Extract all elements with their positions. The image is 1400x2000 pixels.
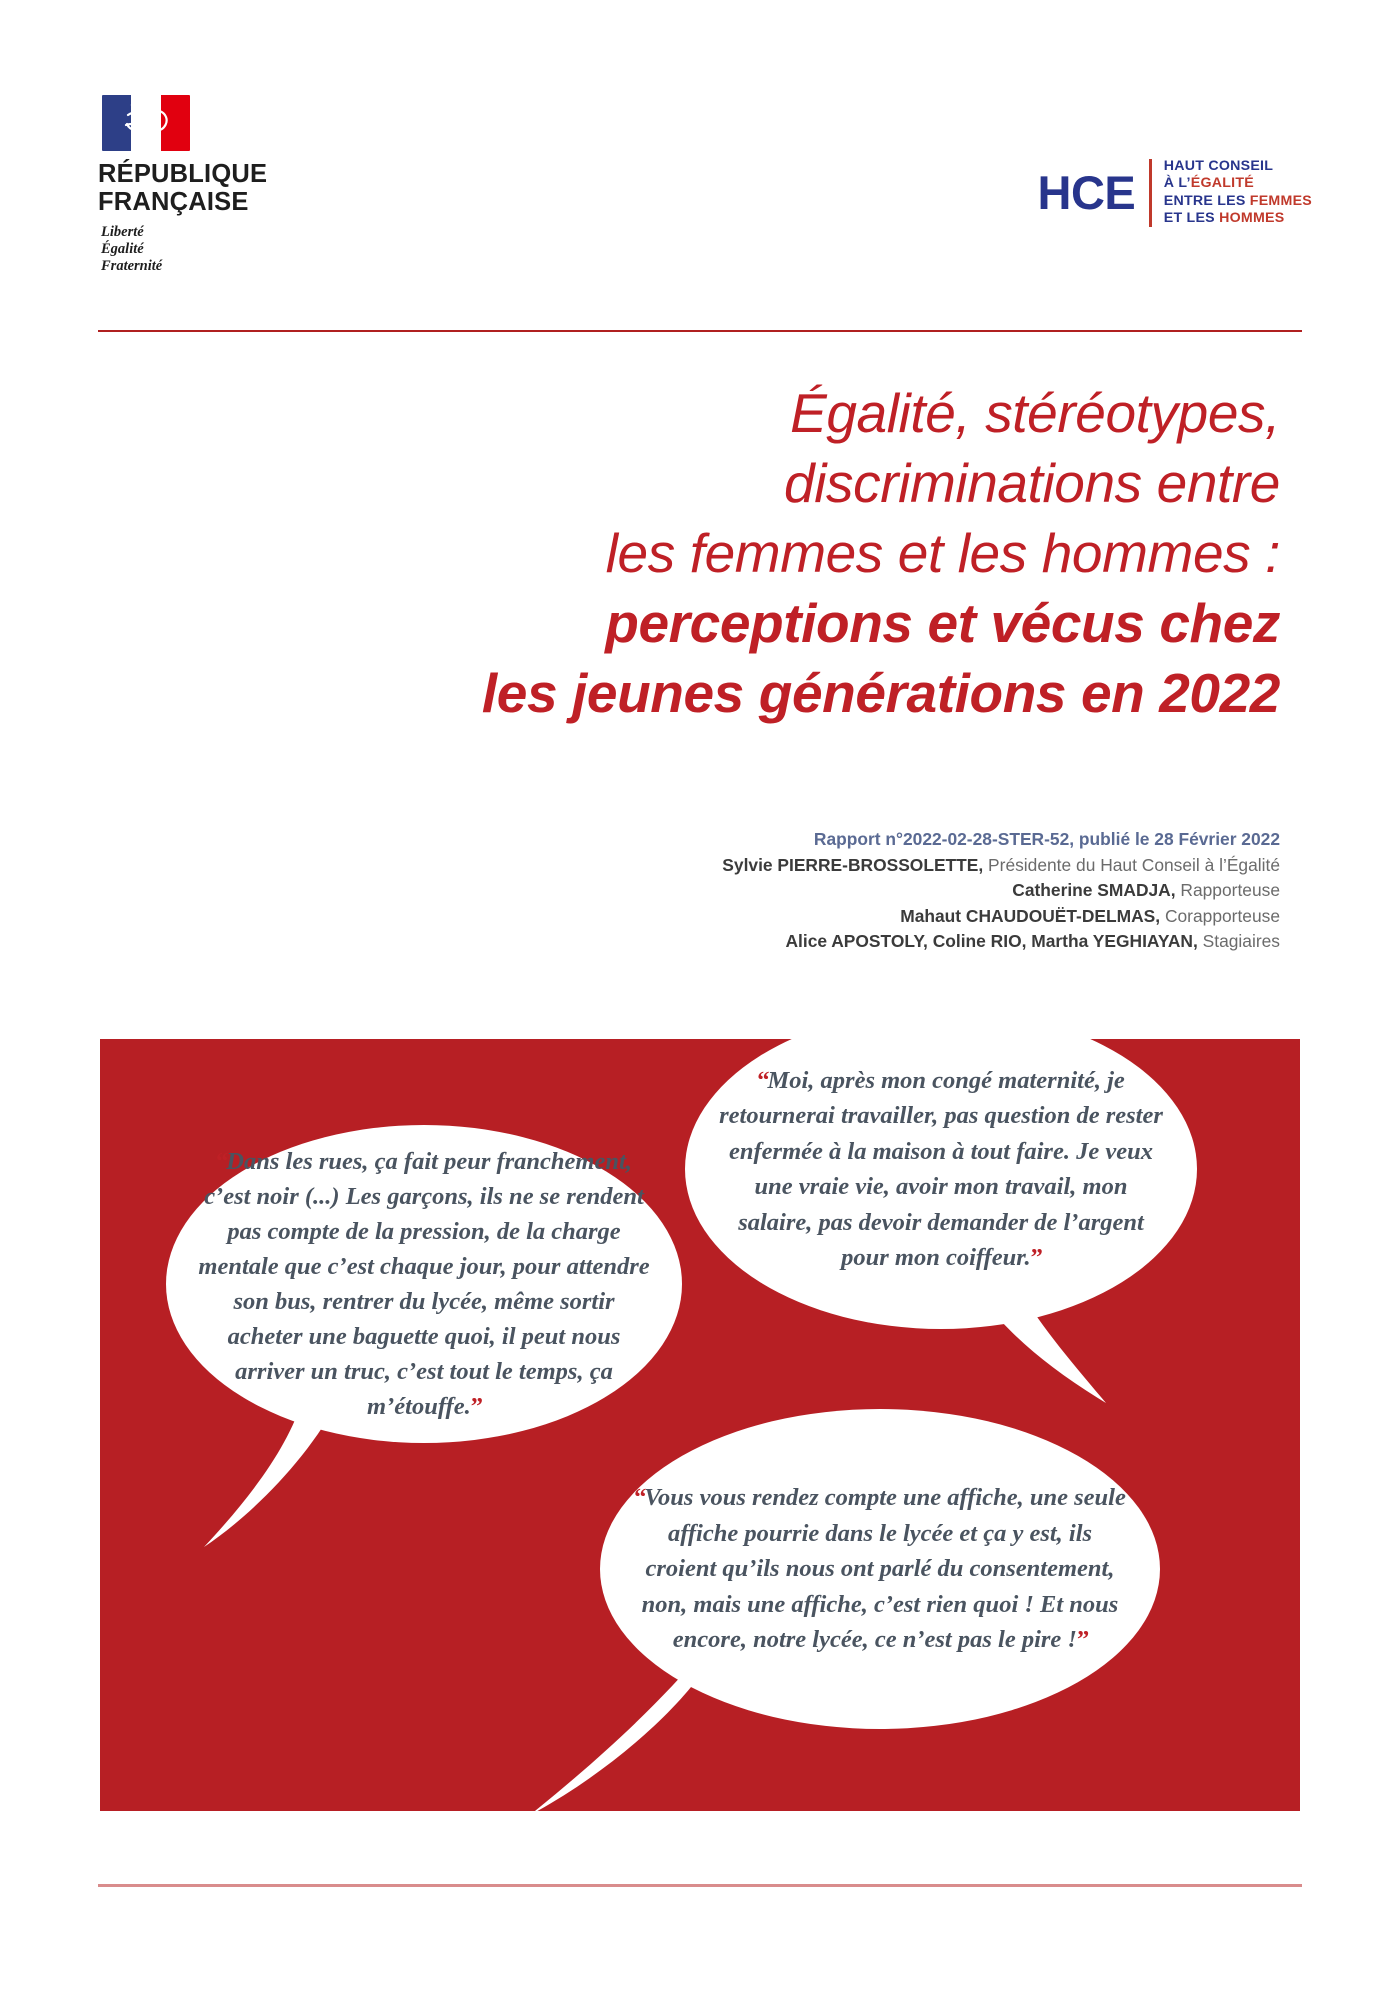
credit-role: Rapporteuse <box>1175 880 1280 901</box>
hce-line-4-prefix: ET LES <box>1163 210 1220 227</box>
title-line-3: les femmes et les hommes : <box>605 522 1280 584</box>
quote-open-icon: “ <box>216 1148 227 1175</box>
credit-role: Présidente du Haut Conseil à l’Égalité <box>983 854 1280 875</box>
quote-text <box>719 1063 1163 1276</box>
credit-name: Catherine SMADJA, <box>1012 880 1176 901</box>
quote-panel <box>100 1039 1300 1811</box>
quote-text <box>198 1144 650 1424</box>
republic-motto <box>101 224 328 275</box>
hce-line-4-accent: HOMMES <box>1219 210 1285 227</box>
title-line-4: perceptions et vécus chez <box>605 592 1280 654</box>
hce-line-3-accent: FEMMES <box>1249 192 1312 209</box>
quote-open-icon: “ <box>634 1484 645 1512</box>
rf-name-line-2: FRANÇAISE <box>98 188 249 216</box>
hce-line-2 <box>1164 175 1312 192</box>
motto-liberte: Liberté <box>101 224 144 240</box>
credit-row <box>300 904 1280 930</box>
quote-open-icon: “ <box>757 1066 768 1094</box>
hce-line-3-prefix: ENTRE LES <box>1163 192 1250 209</box>
page-title <box>100 378 1280 728</box>
quote-bubble-street <box>166 1125 682 1443</box>
rf-name-line-1: RÉPUBLIQUE <box>98 160 268 188</box>
page-header <box>0 0 1400 300</box>
hce-line-2-accent: ÉGALITÉ <box>1190 175 1254 192</box>
motto-fraternite: Fraternité <box>101 258 163 274</box>
credit-row <box>300 929 1280 955</box>
hce-line-1: HAUT CONSEIL <box>1163 158 1274 174</box>
credit-name: Sylvie PIERRE-BROSSOLETTE, <box>722 854 984 875</box>
quote-text <box>632 1480 1128 1658</box>
hce-line-2-prefix: À L’ <box>1163 175 1191 192</box>
quote-body: Moi, après mon congé maternité, je retournerai travailler, pas question de rester enfermée à la maison à tout faire. Je veux une vraie vie, avoir mon travail, mon salaire, pas devoir demander de l’argent pour mon coiffeur. <box>719 1066 1163 1271</box>
hce-acronym: HCE <box>1037 166 1136 220</box>
quote-close-icon: ” <box>1076 1626 1088 1654</box>
credit-name: Alice APOSTOLY, Coline RIO, Martha YEGHIAYAN, <box>785 931 1198 952</box>
hce-divider <box>1149 159 1152 227</box>
motto-egalite: Égalité <box>101 241 144 257</box>
title-line-2: discriminations entre <box>784 452 1280 514</box>
title-line-5: les jeunes générations en 2022 <box>481 662 1280 724</box>
quote-close-icon: ” <box>470 1393 481 1420</box>
report-reference: Rapport n°2022-02-28-STER-52, publié le 28 Février 2022 <box>813 829 1280 849</box>
credit-row <box>300 853 1280 879</box>
credit-row <box>300 878 1280 904</box>
hce-full-name <box>1164 158 1312 228</box>
marianne-profile-icon <box>102 95 190 151</box>
credit-role: Stagiaires <box>1197 931 1280 952</box>
header-divider-rule <box>98 330 1302 332</box>
credit-name: Mahaut CHAUDOUËT-DELMAS, <box>900 905 1161 926</box>
quote-close-icon: ” <box>1030 1244 1041 1271</box>
hce-logo <box>1038 158 1313 228</box>
quote-body: Vous vous rendez compte une affiche, une seule affiche pourrie dans le lycée et ça y est, ils croient qu’ils nous ont parlé du consentement, non, mais une affiche, c’est rien quoi ! Et nous encore, notre lycée, ce n’est pas le pire ! <box>641 1484 1126 1654</box>
title-line-1: Égalité, stéréotypes, <box>790 382 1280 444</box>
french-flag-icon <box>102 95 190 151</box>
quote-body: Dans les rues, ça fait peur franchement, c’est noir (...) Les garçons, ils ne se rendent pas compte de la pression, de la charge mentale que c’est chaque jour, pour attendre son bus, rentrer du lycée, même sortir acheter une baguette quoi, il peut nous arriver un truc, c’est tout le temps, ça m’étouffe. <box>198 1148 650 1420</box>
credit-role: Corapporteuse <box>1160 905 1280 926</box>
quote-bubble-work <box>685 1039 1197 1329</box>
quote-bubble-poster <box>600 1409 1160 1729</box>
footer-divider-rule <box>98 1884 1302 1887</box>
hce-line-4 <box>1164 210 1312 227</box>
republique-francaise-name <box>98 160 328 216</box>
republique-francaise-logo <box>98 95 328 275</box>
credits-block <box>300 827 1280 955</box>
hce-line-3 <box>1164 193 1312 210</box>
